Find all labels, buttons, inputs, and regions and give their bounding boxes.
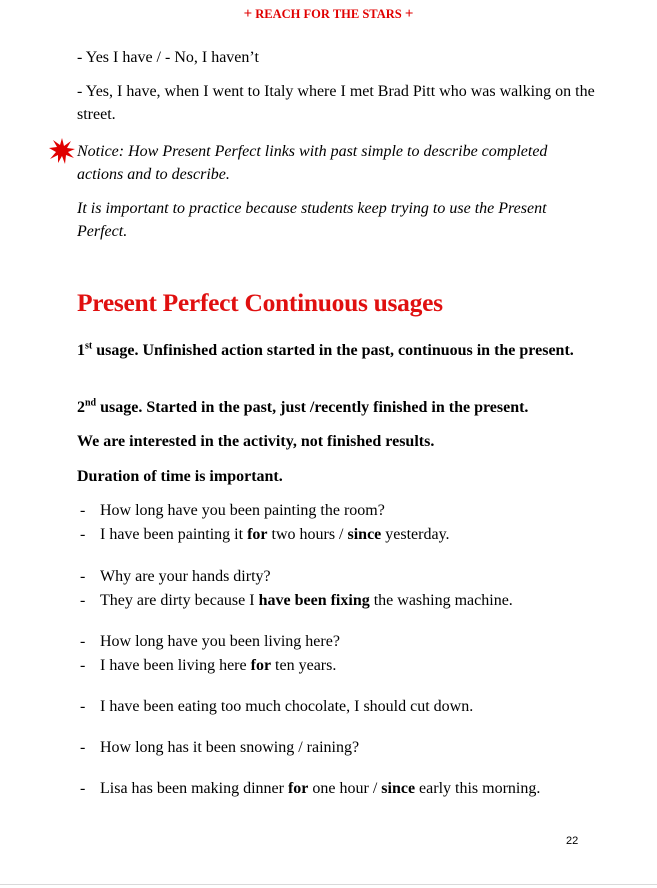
keyword-for: for xyxy=(250,657,272,674)
example-text: How long have you been painting the room? xyxy=(100,502,385,519)
list-dash: - xyxy=(80,592,86,609)
example-text: I have been living here xyxy=(100,657,251,674)
answer-line-1: - Yes I have / - No, I haven’t xyxy=(77,49,259,66)
list-item xyxy=(80,589,513,612)
header-title: REACH FOR THE STARS xyxy=(255,7,402,21)
usage-2-suffix: nd xyxy=(85,397,97,409)
list-item xyxy=(80,777,540,800)
red-starburst-icon xyxy=(49,138,75,164)
usage-2-text: usage. Started in the past, just /recently finished in the present. xyxy=(96,399,529,416)
example-text: How long have you been living here? xyxy=(100,633,340,650)
page-divider xyxy=(0,884,657,885)
usage-1-text: usage. Unfinished action started in the past, continuous in the present. xyxy=(92,342,574,359)
list-item xyxy=(80,499,385,522)
example-text: I have been eating too much chocolate, I should cut down. xyxy=(100,698,474,715)
list-dash: - xyxy=(80,526,86,543)
example-text: Why are your hands dirty? xyxy=(100,568,271,585)
list-item xyxy=(80,523,450,546)
cross-icon: + xyxy=(243,6,253,22)
example-text: Lisa has been making dinner xyxy=(100,780,288,797)
page-header xyxy=(0,6,657,23)
usage-1 xyxy=(77,339,597,362)
list-item xyxy=(80,565,271,588)
duration-note: Duration of time is important. xyxy=(77,468,283,485)
example-text: two hours / xyxy=(267,526,348,543)
list-dash: - xyxy=(80,780,86,797)
cross-icon: + xyxy=(404,6,414,22)
keyword-for: for xyxy=(247,526,268,543)
example-text: ten years. xyxy=(271,657,337,674)
list-dash: - xyxy=(80,657,86,674)
notice-text: Notice: How Present Perfect links with past simple to describe completed actions and to describe. xyxy=(77,143,548,183)
example-text: the washing machine. xyxy=(369,592,513,609)
usage-2 xyxy=(77,396,597,419)
list-dash: - xyxy=(80,739,86,756)
list-dash: - xyxy=(80,633,86,650)
keyword-have-been-fixing: have been fixing xyxy=(258,592,370,609)
example-text: yesterday. xyxy=(381,526,450,543)
page-number: 22 xyxy=(566,835,579,847)
example-text: How long has it been snowing / raining? xyxy=(100,739,360,756)
example-text: early this morning. xyxy=(415,780,541,797)
list-item xyxy=(80,654,336,677)
example-text: I have been painting it xyxy=(100,526,248,543)
list-item xyxy=(80,695,473,718)
keyword-since: since xyxy=(381,780,416,797)
example-text: They are dirty because I xyxy=(100,592,259,609)
answer-line-2: - Yes, I have, when I went to Italy where I met Brad Pitt who was walking on the street. xyxy=(77,83,595,123)
list-item xyxy=(80,736,359,759)
keyword-since: since xyxy=(347,526,382,543)
list-dash: - xyxy=(80,698,86,715)
list-item xyxy=(80,630,340,653)
usage-2-number: 2 xyxy=(77,399,85,416)
list-dash: - xyxy=(80,502,86,519)
usage-1-number: 1 xyxy=(77,342,85,359)
interest-note: We are interested in the activity, not finished results. xyxy=(77,433,435,450)
practice-note: It is important to practice because students keep trying to use the Present Perfect. xyxy=(77,200,547,240)
usage-1-suffix: st xyxy=(85,340,93,352)
list-dash: - xyxy=(80,568,86,585)
keyword-for: for xyxy=(287,780,309,797)
section-title: Present Perfect Continuous usages xyxy=(77,288,443,317)
example-text: one hour / xyxy=(308,780,382,797)
